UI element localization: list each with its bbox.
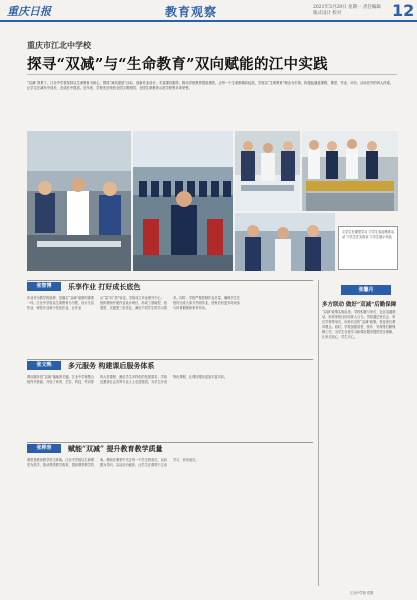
rule-top-1 bbox=[27, 280, 313, 281]
photo-classroom bbox=[27, 131, 131, 271]
section-body-3: 课堂是教育教学的主阵地。江北中学校以生命课堂为抓手，推动课堂教学改革，提高课堂教学效率。教师在课堂中关注每一个学生的成长，以问题为导向，以活动为载体，让学生在课堂中主动学习、快乐成长。 bbox=[27, 458, 199, 468]
issue-info: 2021年3月29日 星期一 责任编辑 版式设计 校对 bbox=[313, 5, 381, 16]
photo-lab bbox=[235, 131, 300, 211]
rule-top-2 bbox=[27, 359, 313, 360]
section-tag-2: 张文晚 bbox=[27, 361, 61, 370]
section-tag-1: 张智博 bbox=[27, 282, 61, 291]
photo-assembly bbox=[133, 131, 233, 271]
photo-byline: 江北中学校 供图 bbox=[350, 591, 374, 595]
school-name: 重庆市江北中学校 bbox=[27, 40, 91, 50]
paper-logo: 重庆日报 bbox=[7, 5, 51, 18]
section-body-2: 课后服务是“双减”落地的关键。江北中学校整合校内外资源，开设了体育、艺术、科技、劳动等四大类课程，满足学生多样化的发展需求。学校还邀请社会各界专业人士走进校园，为学生开设特色课程，让课后服务更加丰富多彩。 bbox=[27, 375, 228, 385]
sidebar-tag: 张馨月 bbox=[341, 285, 391, 295]
sidebar-body: “双减”政策实施以来，学校积极与家长、社区沟通联动，形成家校社协同育人合力。学校通过家长会、家长学校等形式，向家长宣传“双减”政策，转变家长教育观念。同时，学校加强食堂、校车、安保等后勤保障工作，为学生在校学习和课后服务提供坚实保障，让家长放心、学生安心。 bbox=[322, 310, 396, 340]
photo-crafts bbox=[302, 131, 398, 211]
sidebar-divider bbox=[318, 280, 319, 586]
masthead bbox=[0, 0, 417, 22]
photo-students bbox=[235, 213, 335, 271]
section-body-1: 作业作为教学的延伸，是落实“双减”政策的重要一环。江北中学校以生命教育为引领，设计分层作业、弹性作业和个性化作业，让作业从“量”向“质”转变。学校成立作业研究中心，组织教师开展作业设计研讨，形成了基础型、拓展型、实践型三类作业，满足不同学生的学习需求。同时，学校严格控制作业总量，确保学生在校内完成大部分书面作业，回家后有更多时间参与体育锻炼和家务劳动。 bbox=[27, 296, 240, 311]
page-number: 12 bbox=[392, 1, 415, 20]
headline-rule bbox=[27, 74, 397, 75]
photo-caption-box: ①学生在课堂学习 ②学生参加集体活动 ③学生在实验室 ④学生展示作品 bbox=[338, 226, 398, 270]
sidebar-title: 多方联动 做好“双减”后勤保障 bbox=[322, 302, 397, 308]
intro-paragraph: “双减”背景下，江北中学校坚持以生命教育为核心，围绕“减负提质”目标，创新作业设计，丰富课后服务，推动学校教育提质增效，让每一个生命都精彩绽放。学校以“生命教育”理念为引领，构建起涵盖课程、课堂、作业、评价、活动在内的育人体系，让学生在减负中成长，在成长中提质。近年来，学校先后荣获全国文明校园、全国生命教育示范学校等多项荣誉。 bbox=[27, 81, 394, 91]
section-tag-3: 张桦容 bbox=[27, 444, 61, 453]
section-title-1: 乐享作业 打好成长底色 bbox=[68, 282, 141, 291]
rule-top-3 bbox=[27, 442, 313, 443]
section-title-2: 多元服务 构建课后服务体系 bbox=[68, 361, 155, 370]
section-name: 教育观察 bbox=[165, 5, 218, 19]
headline: 探寻“双减”与“生命教育”双向赋能的江中实践 bbox=[27, 56, 328, 73]
section-title-3: 赋能“双减” 提升教育教学质量 bbox=[68, 444, 163, 453]
